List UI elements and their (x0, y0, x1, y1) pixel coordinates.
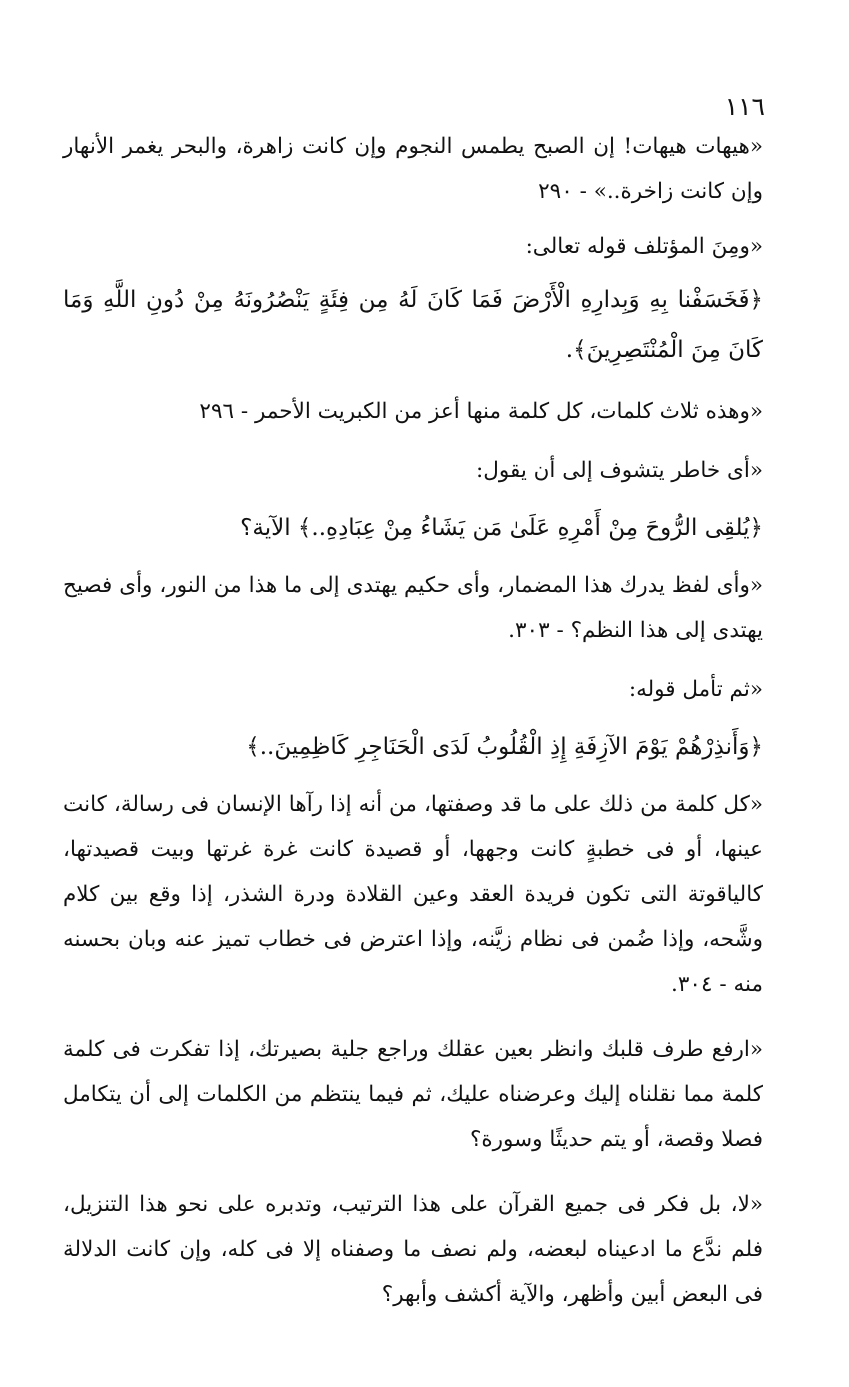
quote-paragraph: «ومِنَ المؤتلف قوله تعالى: (525, 234, 763, 259)
quote-paragraph: «ارفع طرف قلبك وانظر بعين عقلك وراجع جلية بصيرتك، إذا تفكرت فى كلمة كلمة مما نقلناه إليك وعرضناه عليك، ثم فيما ينتظم من الكلمات إلى أن يتكامل فصلا وقصة، أو يتم حديثًا وسورة؟ (63, 1037, 763, 1152)
quote-paragraph: «كل كلمة من ذلك على ما قد وصفتها، من أنه إذا رآها الإنسان فى رسالة، كانت عينها، أو فى خطبةٍ كانت وجهها، أو قصيدة كانت غرة غرتها وبيت قصيدتها، كالياقوتة التى تكون فريدة العقد وعين القلادة ودرة الشذر، إذا وقع بين كلام وشَّحه، وإذا ضُمن فى نظام زيَّنه، وإذا اعترض فى خطاب تميز عنه وبان بحسنه منه - ٣٠٤. (63, 792, 763, 997)
quran-verse: ﴿يُلقِى الرُّوحَ مِنْ أَمْرِهِ عَلَىٰ مَن يَشَاءُ مِنْ عِبَادِهِ..﴾ الآية؟ (240, 515, 763, 541)
quran-verse: ﴿فَخَسَفْنا بِهِ وَبِدارِهِ الْأَرْضَ فَمَا كَانَ لَهُ مِن فِئَةٍ يَنْصُرُونَهُ مِنْ دُونِ اللَّهِ وَمَا كَانَ مِنَ الْمُنْتَصِرِينَ﴾. (63, 287, 763, 363)
quote-paragraph: «وهذه ثلاث كلمات، كل كلمة منها أعز من الكبريت الأحمر - ٢٩٦ (199, 399, 763, 424)
quote-paragraph: «ثم تأمل قوله: (628, 677, 763, 702)
quote-paragraph: «لا، بل فكر فى جميع القرآن على هذا الترتيب، وتدبره على نحو هذا التنزيل، فلم ندَّع ما ادعيناه لبعضه، ولم نصف ما وصفناه إلا فى كله، وإن كانت الدلالة فى البعض أبين وأظهر، والآية أكشف وأبهر؟ (63, 1192, 763, 1307)
quote-paragraph: «وأى لفظ يدرك هذا المضمار، وأى حكيم يهتدى إلى ما هذا من النور، وأى فصيح يهتدى إلى هذا النظم؟ - ٣٠٣. (63, 573, 763, 643)
page-number: ١١٦ (724, 92, 765, 121)
quote-paragraph: «أى خاطر يتشوف إلى أن يقول: (475, 458, 763, 483)
quote-paragraph: «هيهات هيهات! إن الصبح يطمس النجوم وإن كانت زاهرة، والبحر يغمر الأنهار وإن كانت زاخرة..» - ٢٩٠ (63, 134, 763, 204)
quran-verse: ﴿وَأَنذِرْهُمْ يَوْمَ الآزِفَةِ إِذِ الْقُلُوبُ لَدَى الْحَنَاجِرِ كَاظِمِينَ..﴾ (246, 734, 763, 760)
page-body (63, 124, 763, 1317)
